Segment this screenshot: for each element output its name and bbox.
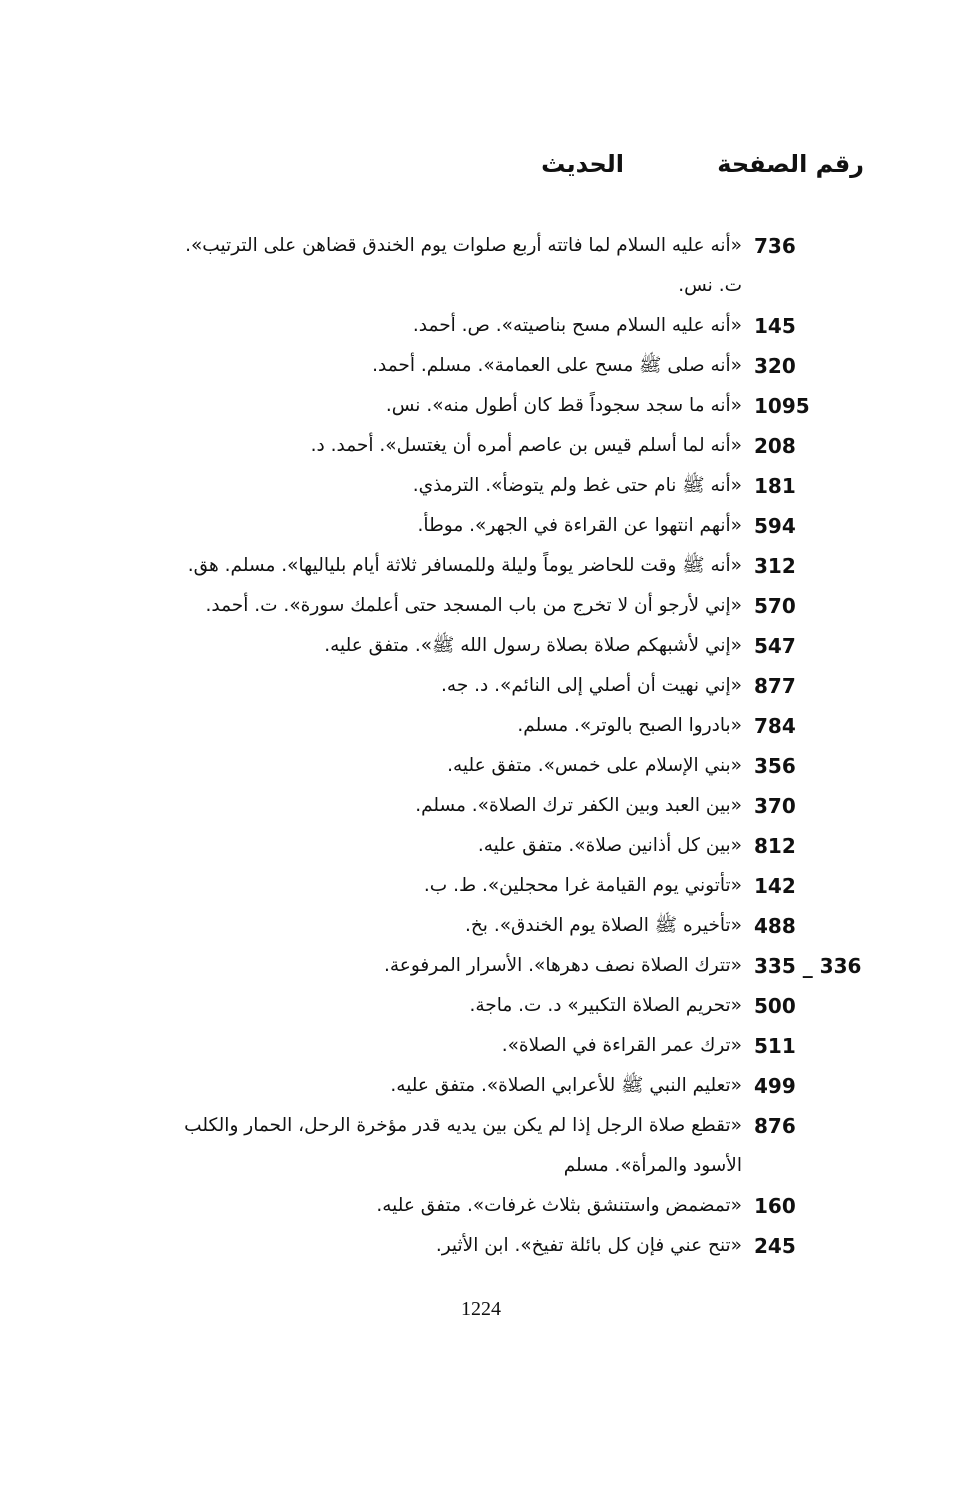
entry-text-line: «تمضمض واستنشق بثلاث غرفات». متفق عليه. <box>376 1195 742 1216</box>
index-entry <box>76 906 864 946</box>
index-entry <box>76 746 864 786</box>
index-entry <box>76 1186 864 1226</box>
entry-page-number: 594 <box>754 514 796 538</box>
entry-hadith-text <box>76 666 754 706</box>
entry-hadith-text <box>76 986 754 1026</box>
entry-hadith-text <box>76 466 754 506</box>
entry-hadith-text <box>76 946 754 986</box>
index-entry <box>76 426 864 466</box>
entry-hadith-text <box>76 586 754 626</box>
entry-hadith-text <box>76 1226 754 1266</box>
entry-hadith-text <box>76 1066 754 1106</box>
entry-hadith-text <box>76 346 754 386</box>
entry-text-line: «أنه لما أسلم قيس بن عاصم أمره أن يغتسل». أحمد. د. <box>310 435 742 456</box>
entry-page-number: 245 <box>754 1234 796 1258</box>
entry-text-line: «بين العبد وبين الكفر ترك الصلاة». مسلم. <box>415 795 742 816</box>
entry-text-line: «أنه صلى ﷺ مسح على العمامة». مسلم. أحمد. <box>372 355 742 376</box>
page-number-column-heading: رقم الصفحة <box>717 150 864 178</box>
entry-page-number: 877 <box>754 674 796 698</box>
hadith-column-heading: الحديث <box>541 150 624 178</box>
entry-text-line: «تأخيره ﷺ الصلاة يوم الخندق». بخ. <box>464 915 742 936</box>
index-entry <box>76 986 864 1026</box>
entry-page-number: 570 <box>754 594 796 618</box>
index-entry <box>76 1226 864 1266</box>
entry-page-number: 488 <box>754 914 796 938</box>
entry-page-number: 511 <box>754 1034 796 1058</box>
index-entry <box>76 1066 864 1106</box>
entry-text-line: «تحريم الصلاة التكبير» د. ت. ماجة. <box>469 995 742 1016</box>
entry-text-line: «تترك الصلاة نصف دهرها». الأسرار المرفوعة. <box>384 955 742 976</box>
entry-page-number: 500 <box>754 994 796 1018</box>
entry-page-number: 1095 <box>754 394 810 418</box>
entry-page-number: 356 <box>754 754 796 778</box>
index-entry <box>76 386 864 426</box>
entry-hadith-text <box>76 1186 754 1226</box>
entry-hadith-text <box>76 386 754 426</box>
entry-hadith-text <box>76 826 754 866</box>
index-entry <box>76 826 864 866</box>
entry-text-line: ت. نس. <box>678 275 742 296</box>
entry-page-number: 547 <box>754 634 796 658</box>
entry-text-line: «تعليم النبي ﷺ للأعرابي الصلاة». متفق عليه. <box>390 1075 742 1096</box>
entry-page-number: 181 <box>754 474 796 498</box>
entry-text-line: «بني الإسلام على خمس». متفق عليه. <box>447 755 742 776</box>
entry-hadith-text <box>76 226 754 306</box>
entry-hadith-text <box>76 906 754 946</box>
table-header <box>80 150 864 190</box>
index-entry <box>76 866 864 906</box>
entry-page-number: 208 <box>754 434 796 458</box>
entry-hadith-text <box>76 866 754 906</box>
entry-page-number: 160 <box>754 1194 796 1218</box>
entry-text-line: «تأتوني يوم القيامة غرا محجلين». ط. ب. <box>423 875 742 896</box>
entry-text-line: «إني نهيت أن أصلي إلى النائم». د. جه. <box>441 675 742 696</box>
entry-page-number: 876 <box>754 1114 796 1138</box>
index-entry <box>76 506 864 546</box>
index-entry <box>76 586 864 626</box>
entry-hadith-text <box>76 786 754 826</box>
entry-page-number: 335 _ 336 <box>754 954 862 978</box>
entry-hadith-text <box>76 426 754 466</box>
entry-hadith-text <box>76 746 754 786</box>
entry-text-line: «تقطع صلاة الرجل إذا لم يكن بين يديه قدر مؤخرة الرحل، الحمار والكلب <box>184 1115 742 1136</box>
page-number: 1224 <box>461 1298 501 1320</box>
entry-hadith-text <box>76 1026 754 1066</box>
entry-page-number: 142 <box>754 874 796 898</box>
entry-text-line: «أنه عليه السلام لما فاتته أربع صلوات يوم الخندق قضاهن على الترتيب». <box>185 235 742 256</box>
entry-page-number: 499 <box>754 1074 796 1098</box>
entry-page-number: 370 <box>754 794 796 818</box>
entry-text-line: «إني لأشبهكم صلاة بصلاة رسول الله ﷺ». متفق عليه. <box>324 635 742 656</box>
entry-hadith-text <box>76 626 754 666</box>
entry-text-line: «أنه ما سجد سجوداً قط كان أطول منه». نس. <box>385 395 742 416</box>
hadith-index-list <box>76 226 864 1266</box>
index-entry <box>76 226 864 306</box>
entry-page-number: 145 <box>754 314 796 338</box>
entry-text-line: الأسود والمرأة». مسلم <box>563 1155 742 1176</box>
index-entry <box>76 706 864 746</box>
entry-text-line: «ترك عمر القراءة في الصلاة». <box>501 1035 742 1056</box>
index-entry <box>76 546 864 586</box>
index-entry <box>76 306 864 346</box>
index-entry <box>76 786 864 826</box>
entry-hadith-text <box>76 706 754 746</box>
index-entry <box>76 466 864 506</box>
index-entry <box>76 946 864 986</box>
entry-page-number: 812 <box>754 834 796 858</box>
entry-page-number: 312 <box>754 554 796 578</box>
entry-text-line: «أنه ﷺ وقت للحاضر يوماً وليلة وللمسافر ثلاثة أيام بلياليها». مسلم. هق. <box>187 555 742 576</box>
entry-page-number: 784 <box>754 714 796 738</box>
index-entry <box>76 346 864 386</box>
entry-text-line: «بادروا الصبح بالوتر». مسلم. <box>517 715 742 736</box>
entry-hadith-text <box>76 546 754 586</box>
entry-text-line: «أنه ﷺ نام حتى غط ولم يتوضأ». الترمذي. <box>412 475 742 496</box>
index-entry <box>76 1106 864 1186</box>
index-entry <box>76 626 864 666</box>
index-entry <box>76 1026 864 1066</box>
entry-text-line: «تنح عني فإن كل بائلة تفيخ». ابن الأثير. <box>435 1235 742 1256</box>
entry-text-line: «بين كل أذانين صلاة». متفق عليه. <box>477 835 742 856</box>
entry-text-line: «إني لأرجو أن لا تخرج من باب المسجد حتى أعلمك سورة». ت. أحمد. <box>205 595 742 616</box>
entry-text-line: «أنه عليه السلام مسح بناصيته». ص. أحمد. <box>412 315 742 336</box>
entry-text-line: «أنهم انتهوا عن القراءة في الجهر». موطأ. <box>417 515 742 536</box>
entry-page-number: 320 <box>754 354 796 378</box>
entry-hadith-text <box>76 1106 754 1186</box>
entry-hadith-text <box>76 506 754 546</box>
entry-page-number: 736 <box>754 234 796 258</box>
index-entry <box>76 666 864 706</box>
entry-hadith-text <box>76 306 754 346</box>
